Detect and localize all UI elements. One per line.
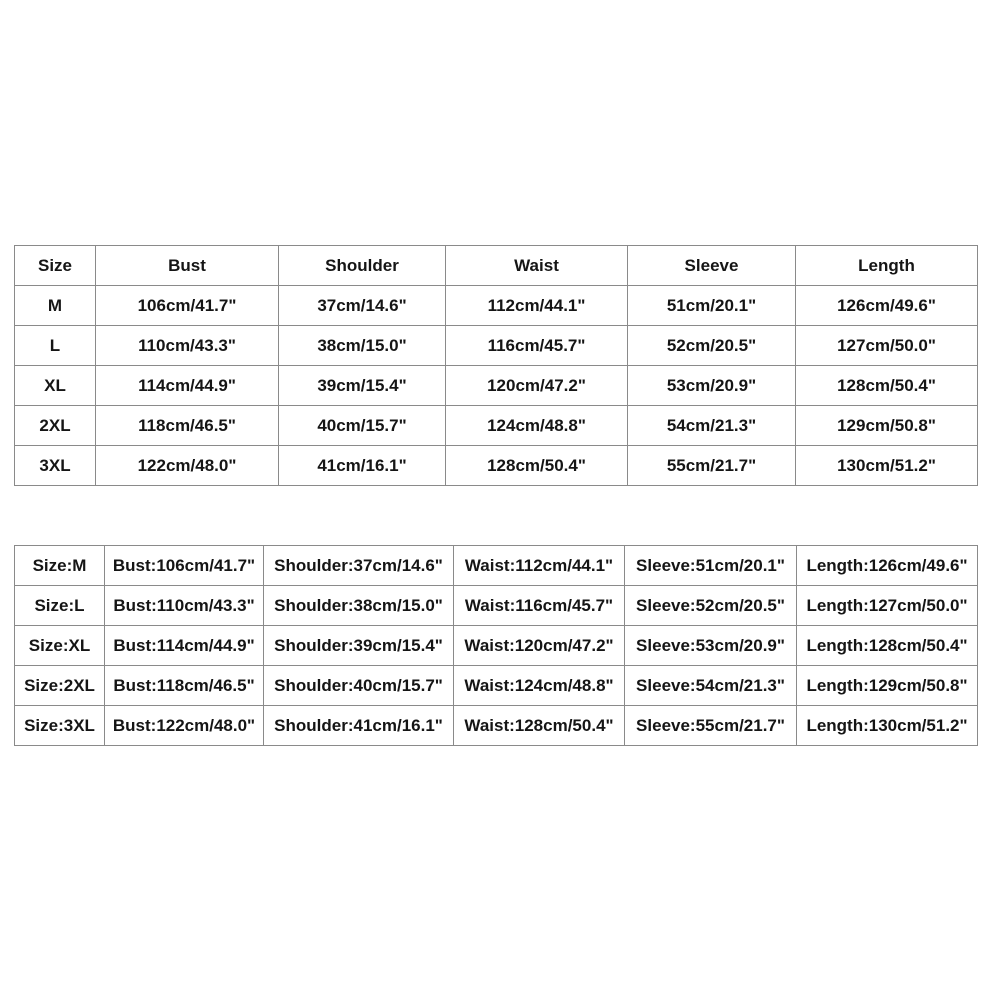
sleeve-cell: Sleeve:55cm/21.7" [625,706,797,746]
size-cell: M [15,286,96,326]
table-row [15,626,978,666]
table-row [15,706,978,746]
bust-cell: Bust:114cm/44.9" [105,626,264,666]
waist-cell: Waist:112cm/44.1" [454,546,625,586]
size-cell: L [15,326,96,366]
bust-cell: Bust:106cm/41.7" [105,546,264,586]
table-header-row [15,246,978,286]
waist-cell: Waist:116cm/45.7" [454,586,625,626]
bust-cell: 106cm/41.7" [96,286,279,326]
size-chart-table [14,245,978,486]
size-cell: 3XL [15,446,96,486]
shoulder-cell: Shoulder:39cm/15.4" [264,626,454,666]
table-row [15,666,978,706]
waist-cell: 116cm/45.7" [446,326,628,366]
waist-cell: 112cm/44.1" [446,286,628,326]
length-cell: 129cm/50.8" [796,406,978,446]
size-cell: Size:L [15,586,105,626]
shoulder-cell: 40cm/15.7" [279,406,446,446]
shoulder-cell: 38cm/15.0" [279,326,446,366]
table-row [15,286,978,326]
length-cell: Length:128cm/50.4" [797,626,978,666]
length-cell: 130cm/51.2" [796,446,978,486]
shoulder-cell: 41cm/16.1" [279,446,446,486]
header-cell: Sleeve [628,246,796,286]
length-cell: Length:126cm/49.6" [797,546,978,586]
bust-cell: Bust:118cm/46.5" [105,666,264,706]
size-cell: Size:2XL [15,666,105,706]
bust-cell: Bust:122cm/48.0" [105,706,264,746]
sleeve-cell: 54cm/21.3" [628,406,796,446]
sleeve-cell: Sleeve:51cm/20.1" [625,546,797,586]
sleeve-cell: 53cm/20.9" [628,366,796,406]
sleeve-cell: Sleeve:52cm/20.5" [625,586,797,626]
header-cell: Waist [446,246,628,286]
table-row [15,366,978,406]
table-row [15,586,978,626]
length-cell: Length:130cm/51.2" [797,706,978,746]
shoulder-cell: Shoulder:40cm/15.7" [264,666,454,706]
header-cell: Size [15,246,96,286]
table-row [15,446,978,486]
bust-cell: 114cm/44.9" [96,366,279,406]
sleeve-cell: Sleeve:53cm/20.9" [625,626,797,666]
header-cell: Length [796,246,978,286]
size-cell: XL [15,366,96,406]
size-chart-labeled-table [14,545,978,746]
waist-cell: Waist:128cm/50.4" [454,706,625,746]
bust-cell: 110cm/43.3" [96,326,279,366]
waist-cell: 120cm/47.2" [446,366,628,406]
waist-cell: 124cm/48.8" [446,406,628,446]
waist-cell: Waist:120cm/47.2" [454,626,625,666]
bust-cell: 122cm/48.0" [96,446,279,486]
table-row [15,546,978,586]
header-cell: Shoulder [279,246,446,286]
waist-cell: 128cm/50.4" [446,446,628,486]
length-cell: 128cm/50.4" [796,366,978,406]
waist-cell: Waist:124cm/48.8" [454,666,625,706]
sleeve-cell: 55cm/21.7" [628,446,796,486]
size-cell: Size:XL [15,626,105,666]
table-row [15,406,978,446]
sleeve-cell: 51cm/20.1" [628,286,796,326]
table-row [15,326,978,366]
size-cell: Size:3XL [15,706,105,746]
length-cell: 126cm/49.6" [796,286,978,326]
shoulder-cell: Shoulder:41cm/16.1" [264,706,454,746]
shoulder-cell: 37cm/14.6" [279,286,446,326]
shoulder-cell: 39cm/15.4" [279,366,446,406]
bust-cell: Bust:110cm/43.3" [105,586,264,626]
size-cell: 2XL [15,406,96,446]
sleeve-cell: 52cm/20.5" [628,326,796,366]
header-cell: Bust [96,246,279,286]
length-cell: 127cm/50.0" [796,326,978,366]
length-cell: Length:127cm/50.0" [797,586,978,626]
size-cell: Size:M [15,546,105,586]
shoulder-cell: Shoulder:38cm/15.0" [264,586,454,626]
sleeve-cell: Sleeve:54cm/21.3" [625,666,797,706]
bust-cell: 118cm/46.5" [96,406,279,446]
length-cell: Length:129cm/50.8" [797,666,978,706]
shoulder-cell: Shoulder:37cm/14.6" [264,546,454,586]
